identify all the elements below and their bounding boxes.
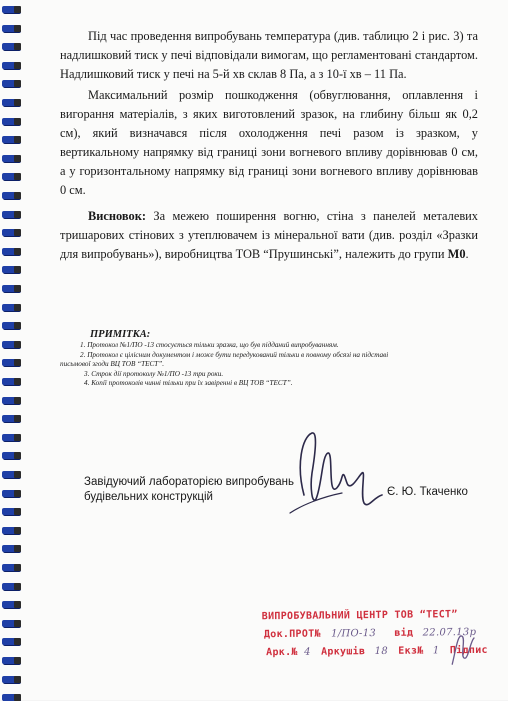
stamp-sheet-label: Арк.№ xyxy=(266,646,298,659)
binding-hole xyxy=(14,583,21,590)
stamp-line-2 xyxy=(264,624,477,643)
note-item-3: 3. Строк дії протоколу №1/ПО -13 три роки. xyxy=(84,369,224,378)
fire-group-value: М0 xyxy=(447,247,466,261)
spiral-binding xyxy=(0,0,24,700)
binding-hole xyxy=(14,118,21,125)
conclusion-label: Висновок: xyxy=(88,209,146,223)
stamp-copy-value: 1 xyxy=(432,645,440,657)
stamp-sheet-value: 4 xyxy=(303,646,311,658)
conclusion-end: . xyxy=(465,247,469,261)
stamp-initials-signature xyxy=(448,628,478,668)
binding-hole xyxy=(14,657,21,664)
stamp-sheets-value: 18 xyxy=(374,645,389,658)
binding-hole xyxy=(14,211,21,218)
binding-hole xyxy=(14,266,21,273)
note-block xyxy=(60,328,470,389)
binding-hole xyxy=(14,359,21,366)
binding-hole xyxy=(14,173,21,180)
stamp-doc-number: 1/ПО-13 xyxy=(331,628,377,640)
signatory-name: Є. Ю. Ткаченко xyxy=(387,486,468,498)
binding-hole xyxy=(14,62,21,69)
stamp-sheets-label: Аркушів xyxy=(320,646,366,658)
binding-hole xyxy=(14,564,21,571)
binding-hole xyxy=(14,415,21,422)
binding-hole xyxy=(14,80,21,87)
stamp-doc-label: Док.ПРОТ№ xyxy=(263,628,321,641)
binding-hole xyxy=(14,397,21,404)
binding-hole xyxy=(14,490,21,497)
conclusion-paragraph xyxy=(60,207,478,264)
stamp-copy-label: Екз№ xyxy=(398,645,424,657)
stamp-date-label: від xyxy=(394,627,414,639)
binding-hole xyxy=(14,601,21,608)
stamp-sign-label: Підпис xyxy=(449,644,488,657)
signatory-title-line2: будівельних конструкцій xyxy=(84,490,213,503)
stamp-line-1: ВИПРОБУВАЛЬНИЙ ЦЕНТР ТОВ “ТЕСТ” xyxy=(261,609,458,623)
binding-hole xyxy=(14,285,21,292)
paragraph-damage-size: Максимальний розмір пошкодження (обвуглювання, оплавлення і вигорання матеріалів, з яких виготовлений зразок, на глибину більш як 0,2 см), який визначався після охолодження печі разом із зразком, у вертикальному напрямку від границі зони вогневого впливу дорівнював 0 см, а у горизонтальному напрямку від границі зони вогневого впливу дорівнював 0 см. xyxy=(60,88,478,197)
stamp-date: 22.07.13р xyxy=(422,626,477,639)
binding-hole xyxy=(14,545,21,552)
binding-hole xyxy=(14,527,21,534)
binding-hole xyxy=(14,452,21,459)
body-text xyxy=(60,27,478,200)
binding-hole xyxy=(14,341,21,348)
binding-hole xyxy=(14,6,21,13)
binding-hole xyxy=(14,434,21,441)
binding-hole xyxy=(14,676,21,683)
signatory-title-line1: Завідуючий лабораторією випробувань xyxy=(84,476,295,488)
binding-hole xyxy=(14,378,21,385)
note-item-2-cont: письмової згоди ВЦ ТОВ “ТЕСТ”. xyxy=(60,360,165,369)
binding-hole xyxy=(14,155,21,162)
binding-hole xyxy=(14,99,21,106)
paragraph-test-conditions: Під час проведення випробувань температура (див. таблицю 2 і рис. 3) та надлишковий тиск у печі відповідали вимогам, що регламентовані стандартом. Надлишковий тиск у печі на 5-й хв склав 8 Па, а з 10-ї хв – 11 Па. xyxy=(60,29,478,81)
binding-hole xyxy=(14,192,21,199)
note-item-2: 2. Протокол є цілісним документом і може бути передукований тільки в повному обсязі на підставі xyxy=(80,350,389,359)
registration-stamp xyxy=(262,606,493,676)
binding-hole xyxy=(14,620,21,627)
binding-hole xyxy=(14,304,21,311)
binding-hole xyxy=(14,136,21,143)
binding-hole xyxy=(14,43,21,50)
note-item-1: 1. Протокол №1/ПО -13 стосується тільки зразка, що був підданий випробуванням. xyxy=(80,341,339,349)
note-item-4: 4. Копії протоколів чинні тільки при їх завіренні в ВЦ ТОВ “ТЕСТ”. xyxy=(84,379,293,388)
binding-hole xyxy=(14,322,21,329)
binding-hole xyxy=(14,638,21,645)
note-title: ПРИМІТКА: xyxy=(90,329,151,340)
binding-hole xyxy=(14,25,21,32)
signatory-position xyxy=(84,475,364,504)
binding-hole xyxy=(14,248,21,255)
binding-hole xyxy=(14,508,21,515)
conclusion-text: За межею поширення вогню, стіна з панелей металевих тришарових стінових з утеплювачем із мінеральної вати (див. розділ «Зразки для випробувань»), виробництва ТОВ “Прушинські”, належить до групи xyxy=(60,209,478,261)
binding-hole xyxy=(14,471,21,478)
binding-hole xyxy=(14,229,21,236)
